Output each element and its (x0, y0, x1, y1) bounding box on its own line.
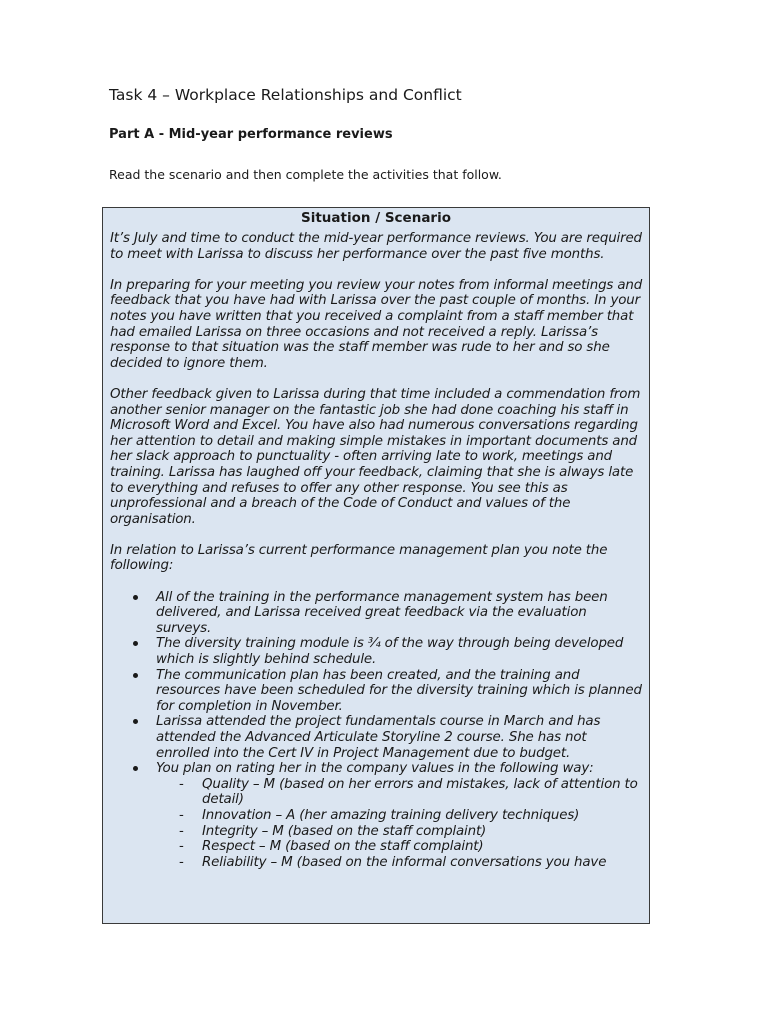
rating-item: - Respect – M (based on the staff complaint) (156, 839, 643, 855)
scenario-body (103, 231, 649, 870)
scenario-paragraph: In relation to Larissa’s current performance management plan you note the following: (110, 542, 608, 574)
rating-item: - Quality – M (based on her errors and mistakes, lack of attention to detail) (156, 777, 643, 808)
plan-bullet: The diversity training module is ¾ of the way through being developed which is slightly behind schedule. (110, 636, 643, 667)
part-heading: Part A - Mid-year performance reviews (109, 127, 393, 142)
scenario-paragraph: It’s July and time to conduct the mid-year performance reviews. You are required to meet with Larissa to discuss her performance over the past five months. (110, 231, 642, 262)
rating-item: - Innovation – A (her amazing training delivery techniques) (156, 808, 643, 824)
rating-item: - Integrity – M (based on the staff complaint) (156, 824, 643, 840)
scenario-paragraph: Other feedback given to Larissa during that time included a commendation from another senior manager on the fantastic job she had done coaching his staff in Microsoft Word and Excel. You have also had numerous conversations regarding her attention to detail and making simple mistakes in important documents and her slack approach to punctuality - often arriving late to work, meetings and training. Larissa has laughed off your feedback, claiming that she is always late to everything and refuses to offer any other response. You see this as unprofessional and a breach of the Code of Conduct and values of the organisation. (110, 386, 641, 527)
intro-text: Read the scenario and then complete the activities that follow. (109, 167, 502, 182)
plan-bullet: The communication plan has been created, and the training and resources have been scheduled for the diversity training which is planned for completion in November. (110, 668, 643, 715)
ratings-intro: You plan on rating her in the company values in the following way: (156, 761, 594, 777)
plan-bullet: Larissa attended the project fundamentals course in March and has attended the Advanced Articulate Storyline 2 course. She has not enrolled into the Cert IV in Project Management due to budget. (110, 714, 643, 761)
plan-bullet-list (110, 590, 643, 871)
plan-bullet: All of the training in the performance management system has been delivered, and Larissa received great feedback via the evaluation surveys. (110, 590, 643, 637)
scenario-box (102, 207, 650, 924)
rating-item: - Reliability – M (based on the informal conversations you have (156, 855, 643, 871)
ratings-list (156, 777, 643, 871)
plan-bullet-ratings (110, 761, 643, 870)
document-title: Task 4 – Workplace Relationships and Conflict (109, 86, 462, 104)
scenario-paragraph: In preparing for your meeting you review your notes from informal meetings and feedback that you have had with Larissa over the past couple of months. In your notes you have written that you received a complaint from a staff member that had emailed Larissa on three occasions and not received a reply. Larissa’s response to that situation was the staff member was rude to her and so she decided to ignore them. (110, 277, 643, 371)
scenario-heading: Situation / Scenario (301, 210, 451, 226)
